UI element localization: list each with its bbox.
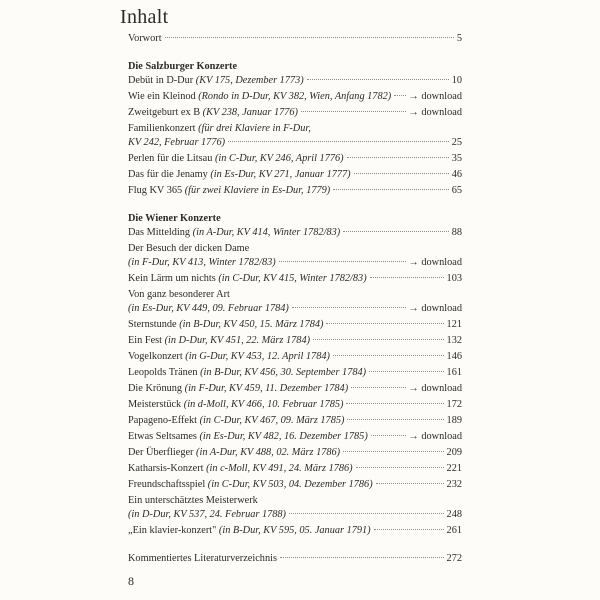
page-number: 25 (451, 137, 462, 148)
dot-leader (369, 371, 443, 372)
entry-details: (in C-Dur, KV 246, April 1776) (214, 153, 344, 164)
dot-leader (326, 323, 443, 324)
dot-leader (346, 403, 443, 404)
download-link[interactable]: → download (408, 431, 462, 442)
entry-details: (in c-Moll, KV 491, 24. März 1786) (206, 463, 353, 474)
toc-entry-vorwort[interactable] (128, 32, 462, 46)
page-title: Inhalt (120, 6, 169, 28)
entry-details: (in B-Dur, KV 456, 30. September 1784) (200, 367, 367, 378)
toc-entry-line2[interactable] (128, 508, 462, 522)
toc-entry[interactable] (128, 106, 462, 120)
entry-details: (in F-Dur, KV 413, Winter 1782/83) (128, 257, 276, 268)
page-number: 172 (446, 399, 462, 410)
dot-leader (289, 513, 444, 514)
toc-entry[interactable] (128, 318, 462, 332)
entry-title: Debüt in D-Dur (128, 75, 194, 86)
entry-title: Etwas Seltsames (128, 431, 197, 442)
toc-entry-line2[interactable] (128, 256, 462, 270)
page-number: 10 (451, 75, 462, 86)
table-of-contents (128, 32, 462, 566)
toc-entry-line1[interactable] (128, 494, 462, 508)
toc-entry-literatur[interactable] (128, 552, 462, 566)
toc-entry-line1[interactable] (128, 288, 462, 302)
page-number: 146 (446, 351, 462, 362)
dot-leader (347, 419, 443, 420)
dot-leader (307, 79, 449, 80)
dot-leader (351, 387, 405, 388)
entry-title: Flug KV 365 (128, 185, 183, 196)
toc-entry-line2[interactable] (128, 302, 462, 316)
dot-leader (354, 173, 449, 174)
entry-title: Von ganz besonderer Art (128, 289, 230, 300)
entry-title: Der Besuch der dicken Dame (128, 243, 250, 254)
page-number: 46 (451, 169, 462, 180)
page-number: 121 (446, 319, 462, 330)
dot-leader (333, 355, 444, 356)
entry-title: „Ein klavier-konzert" (128, 525, 217, 536)
toc-entry[interactable] (128, 272, 462, 286)
dot-leader (333, 189, 448, 190)
download-link[interactable]: → download (408, 303, 462, 314)
entry-title: Leopolds Tränen (128, 367, 198, 378)
entry-title: Familienkonzert (128, 123, 196, 134)
toc-entry[interactable] (128, 430, 462, 444)
toc-entry[interactable] (128, 334, 462, 348)
page-number: 221 (446, 463, 462, 474)
entry-details: (in C-Dur, KV 467, 09. März 1785) (199, 415, 345, 426)
entry-details: (in F-Dur, KV 459, 11. Dezember 1784) (184, 383, 349, 394)
entry-details: (in A-Dur, KV 414, Winter 1782/83) (192, 227, 341, 238)
toc-entry[interactable] (128, 414, 462, 428)
entry-title: Ein Fest (128, 335, 163, 346)
entry-title: Das Mittelding (128, 227, 191, 238)
dot-leader (356, 467, 444, 468)
entry-title: Perlen für die Litsau (128, 153, 213, 164)
dot-leader (292, 307, 406, 308)
dot-leader (301, 111, 406, 112)
toc-entry-line1[interactable] (128, 122, 462, 136)
toc-entry[interactable] (128, 398, 462, 412)
page-number: 272 (446, 553, 462, 564)
entry-title: Meisterstück (128, 399, 182, 410)
toc-entry[interactable] (128, 168, 462, 182)
toc-entry[interactable] (128, 382, 462, 396)
entry-title: Zweitgeburt ex B (128, 107, 201, 118)
page-number: 103 (446, 273, 462, 284)
toc-entry[interactable] (128, 152, 462, 166)
section-heading-salzburg: Die Salzburger Konzerte (128, 61, 238, 72)
page-number: 189 (446, 415, 462, 426)
dot-leader (279, 261, 406, 262)
entry-title: Vogelkonzert (128, 351, 183, 362)
entry-details: (in Es-Dur, KV 271, Januar 1777) (210, 169, 351, 180)
entry-details: (KV 238, Januar 1776) (202, 107, 298, 118)
dot-leader (313, 339, 444, 340)
page-number: 88 (451, 227, 462, 238)
toc-entry[interactable] (128, 350, 462, 364)
entry-title: Freundschaftsspiel (128, 479, 206, 490)
page-number: 209 (446, 447, 462, 458)
entry-title: Wie ein Kleinod (128, 91, 196, 102)
entry-details: (in D-Dur, KV 537, 24. Februar 1788) (128, 509, 286, 520)
entry-title: Katharsis-Konzert (128, 463, 204, 474)
entry-details: (Rondo in D-Dur, KV 382, Wien, Anfang 1782) (198, 91, 392, 102)
entry-details: (in G-Dur, KV 453, 12. April 1784) (185, 351, 330, 362)
entry-details: (in C-Dur, KV 415, Winter 1782/83) (218, 273, 367, 284)
dot-leader (370, 277, 444, 278)
entry-details: (in d-Moll, KV 466, 10. Februar 1785) (183, 399, 344, 410)
entry-details: (KV 175, Dezember 1773) (195, 75, 304, 86)
entry-title: Kommentiertes Literaturverzeichnis (128, 553, 277, 564)
entry-title: Papageno-Effekt (128, 415, 198, 426)
toc-entry-line2[interactable] (128, 136, 462, 150)
folio-page-number: 8 (128, 574, 134, 588)
toc-entry[interactable] (128, 366, 462, 380)
dot-leader (228, 141, 449, 142)
entry-title: Das für die Jenamy (128, 169, 208, 180)
dot-leader (165, 37, 454, 38)
toc-entry[interactable] (128, 90, 462, 104)
entry-details: (in B-Dur, KV 450, 15. März 1784) (179, 319, 324, 330)
entry-details: (für zwei Klaviere in Es-Dur, 1779) (184, 185, 331, 196)
page-number: 261 (446, 525, 462, 536)
page-number: 5 (456, 33, 462, 44)
page-number: 65 (451, 185, 462, 196)
download-link[interactable]: → download (408, 91, 462, 102)
toc-entry[interactable] (128, 226, 462, 240)
entry-title: Kein Lärm um nichts (128, 273, 216, 284)
entry-title: Der Überflieger (128, 447, 194, 458)
download-link[interactable]: → download (408, 107, 462, 118)
entry-details: (in B-Dur, KV 595, 05. Januar 1791) (218, 525, 371, 536)
dot-leader (376, 483, 444, 484)
toc-entry-line1[interactable] (128, 242, 462, 256)
entry-details: (in A-Dur, KV 488, 02. März 1786) (196, 447, 341, 458)
entry-details: (in Es-Dur, KV 449, 09. Februar 1784) (128, 303, 289, 314)
entry-details: (in C-Dur, KV 503, 04. Dezember 1786) (207, 479, 373, 490)
dot-leader (343, 451, 443, 452)
toc-entry[interactable] (128, 74, 462, 88)
page-number: 232 (446, 479, 462, 490)
toc-entry[interactable] (128, 462, 462, 476)
entry-details: (in D-Dur, KV 451, 22. März 1784) (164, 335, 311, 346)
entry-details: KV 242, Februar 1776) (128, 137, 226, 148)
toc-entry[interactable] (128, 184, 462, 198)
toc-entry[interactable] (128, 446, 462, 460)
dot-leader (394, 95, 405, 96)
page-number: 248 (446, 509, 462, 520)
dot-leader (374, 529, 444, 530)
dot-leader (371, 435, 406, 436)
download-link[interactable]: → download (408, 257, 462, 268)
page-number: 132 (446, 335, 462, 346)
download-link[interactable]: → download (408, 383, 462, 394)
page-number: 35 (451, 153, 462, 164)
section-heading-wien: Die Wiener Konzerte (128, 213, 221, 224)
page-number: 161 (446, 367, 462, 378)
entry-title: Ein unterschätztes Meisterwerk (128, 495, 258, 506)
entry-title: Die Krönung (128, 383, 183, 394)
toc-entry[interactable] (128, 478, 462, 492)
toc-entry[interactable] (128, 524, 462, 538)
dot-leader (343, 231, 449, 232)
entry-title: Vorwort (128, 33, 162, 44)
entry-title: Sternstunde (128, 319, 177, 330)
dot-leader (347, 157, 449, 158)
dot-leader (280, 557, 444, 558)
entry-details: (in Es-Dur, KV 482, 16. Dezember 1785) (199, 431, 368, 442)
entry-details: (für drei Klaviere in F-Dur, (198, 123, 311, 134)
